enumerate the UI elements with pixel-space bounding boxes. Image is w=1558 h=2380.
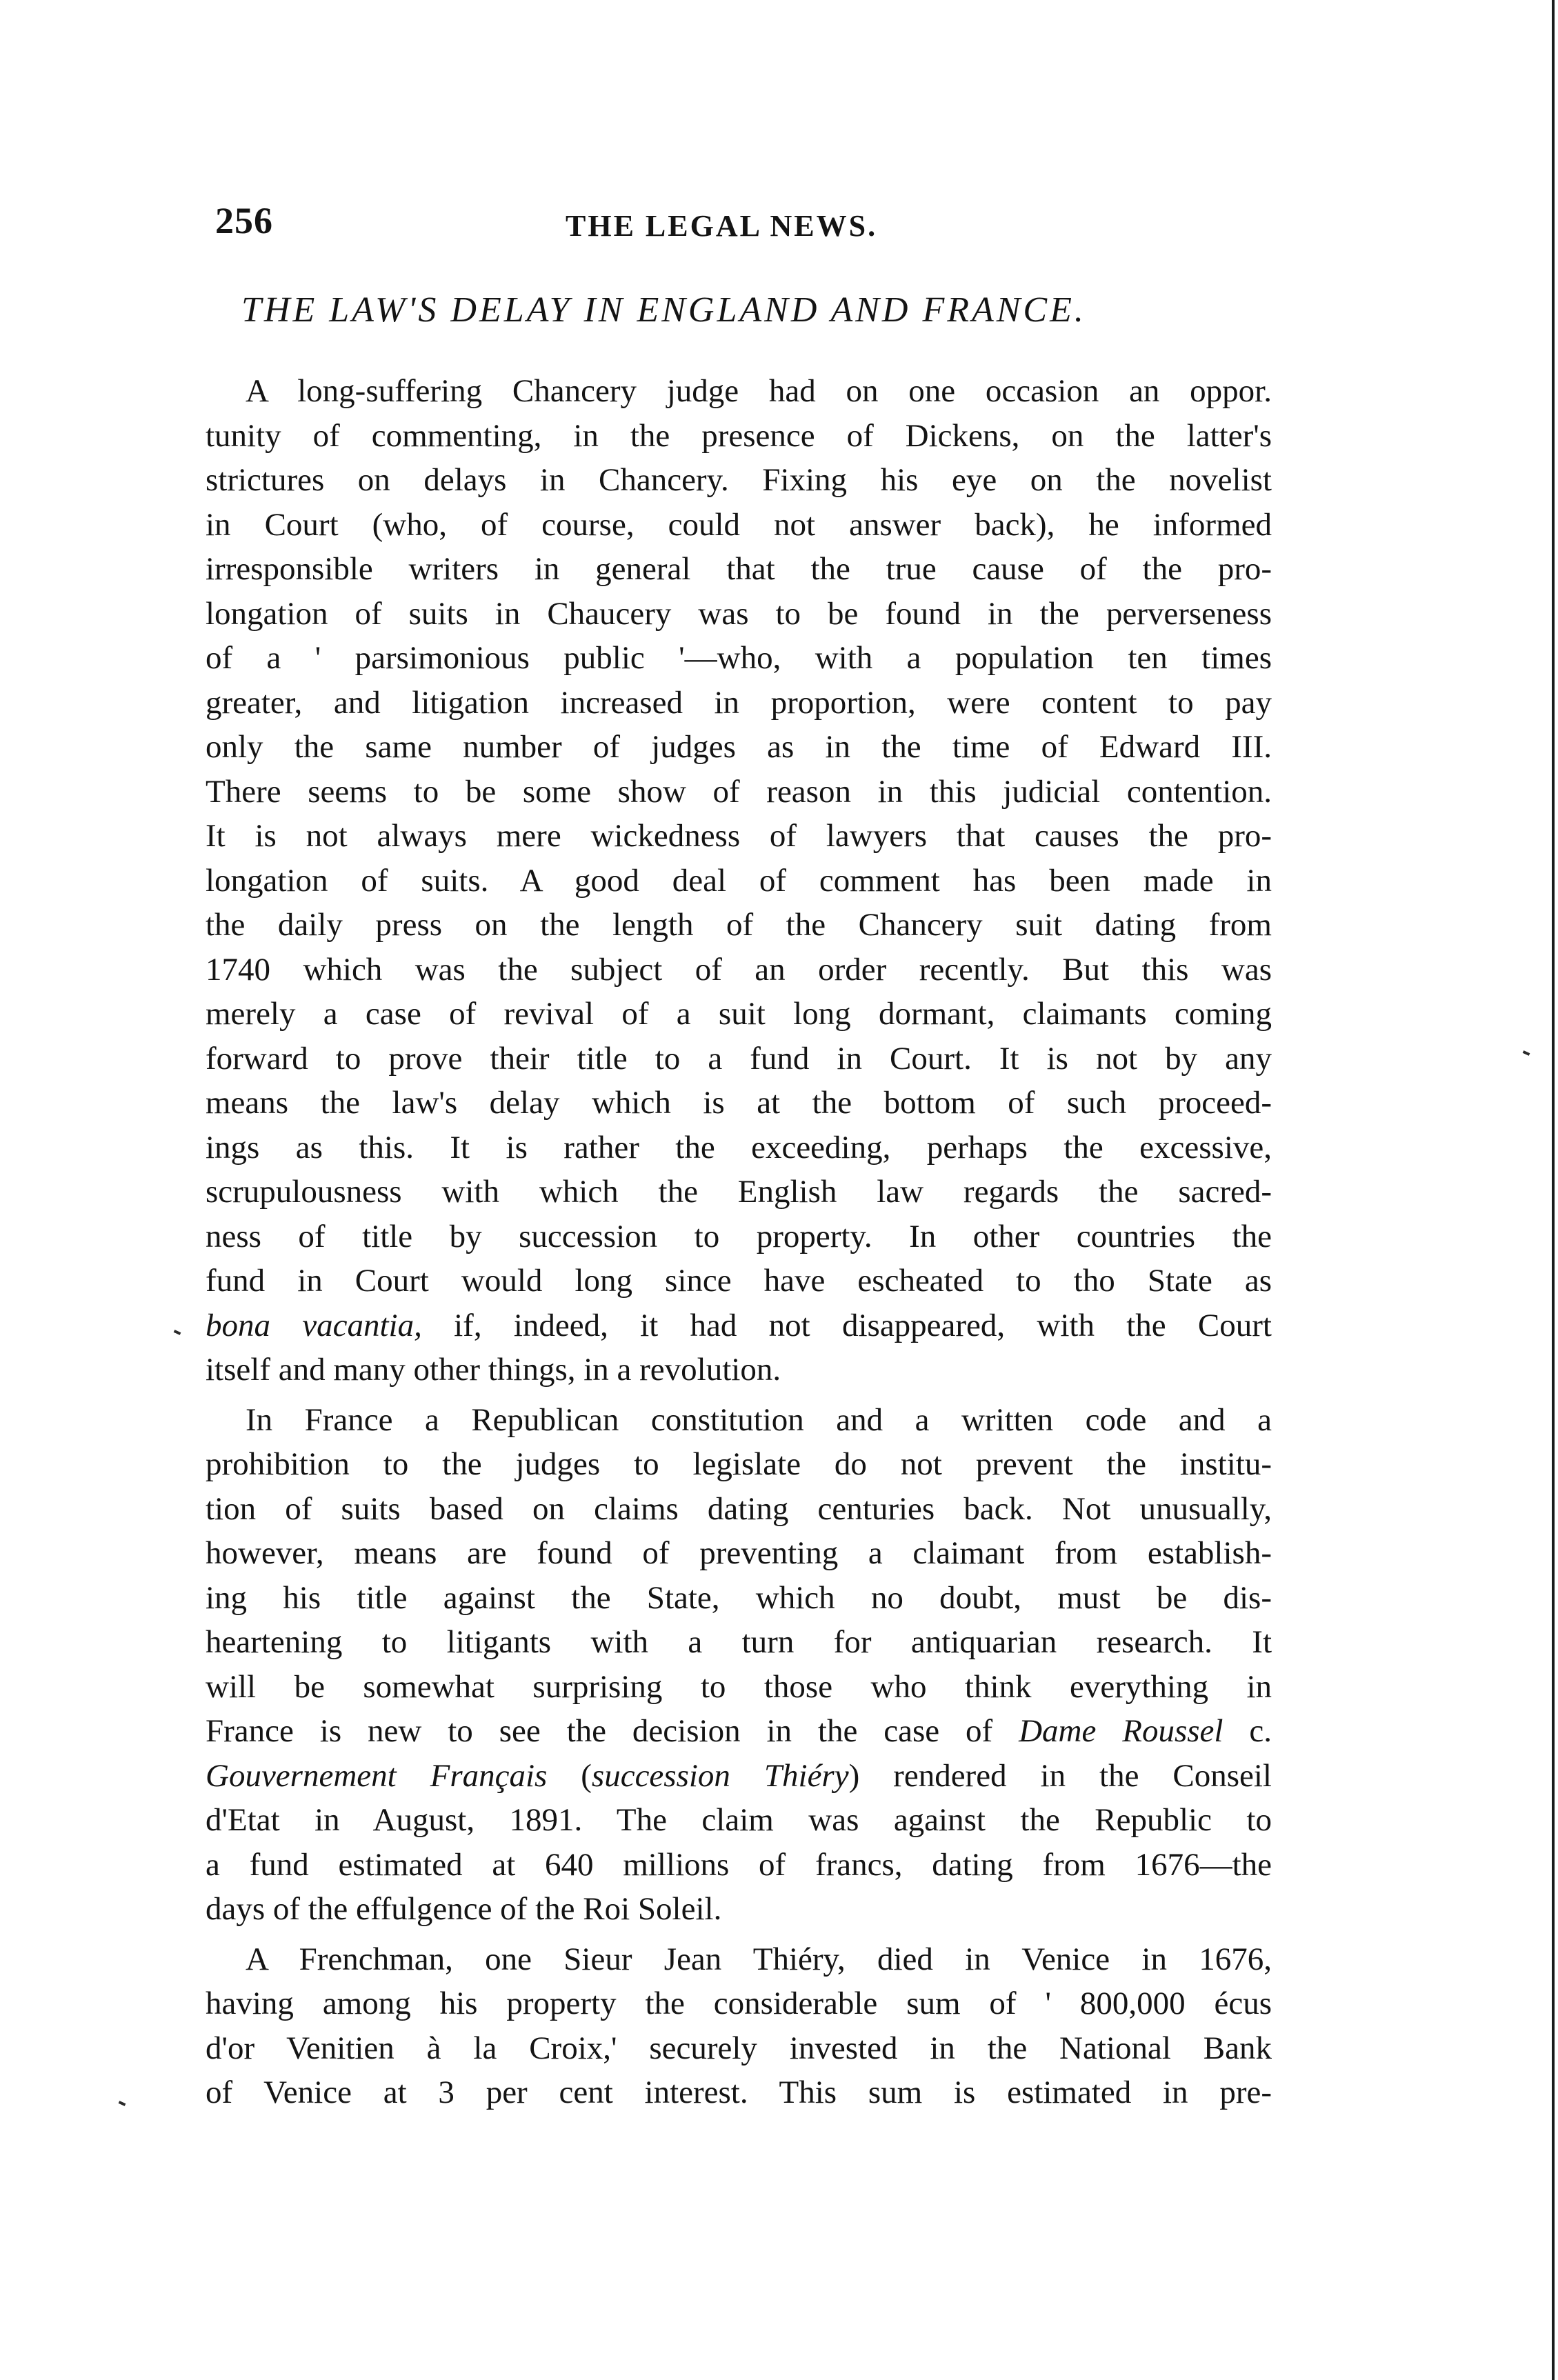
text-line: ness of title by succession to property. In other countries the [206,1218,1272,1254]
text-line: only the same number of judges as in the time of Edward III. [206,729,1272,765]
text-line: A Frenchman, one Sieur Jean Thiéry, died in Venice in 1676, [246,1941,1272,1977]
page-edge-line [1552,0,1555,2380]
text-line: fund in Court would long since have escheated to tho State as [206,1263,1272,1299]
text-line: in Court (who, of course, could not answer back), he informed [206,506,1272,543]
text-line: irresponsible writers in general that the true cause of the pro- [206,551,1272,587]
text-line: longation of suits. A good deal of comment has been made in [206,862,1272,899]
text-line: ings as this. It is rather the exceeding, perhaps the excessive, [206,1129,1272,1166]
article-body [206,369,1272,2121]
text-line: of Venice at 3 per cent interest. This sum is estimated in pre- [206,2074,1272,2110]
text-line: forward to prove their title to a fund in Court. It is not by any [206,1040,1272,1077]
text-line: having among his property the considerable sum of ' 800,000 écus [206,1986,1272,2021]
paragraph-3 [206,1937,1272,2115]
text-line: scrupulousness with which the English law regards the sacred- [206,1174,1272,1210]
text-fragment: if, indeed, it had not disappeared, with the Court [421,1307,1272,1343]
text-line: tunity of commenting, in the presence of Dickens, on the latter's [206,417,1272,454]
case-succession: succession Thiéry [591,1757,849,1794]
text-line: however, means are found of preventing a claimant from establish- [206,1535,1272,1571]
text-fragment: France is new to see the decision in the case of [206,1713,1019,1749]
text-line: tion of suits based on claims dating centuries back. Not unusually, [206,1490,1272,1527]
text-fragment: ( [547,1757,592,1794]
text-line: merely a case of revival of a suit long dormant, claimants coming [206,996,1272,1032]
text-line: longation of suits in Chaucery was to be found in the perverseness [206,595,1272,632]
text-line [206,1709,1272,1754]
text-line: greater, and litigation increased in proportion, were content to pay [206,684,1272,721]
margin-mark [1523,1050,1530,1056]
text-line [206,1754,1272,1799]
text-line: In France a Republican constitution and a written code and a [246,1401,1272,1438]
margin-mark [119,2101,126,2106]
text-line: 1740 which was the subject of an order recently. But this was [206,951,1272,988]
text-line: heartening to litigants with a turn for antiquarian research. It [206,1624,1272,1660]
latin-phrase: bona vacantia, [206,1307,422,1343]
text-line: a fund estimated at 640 millions of francs, dating from 1676—the [206,1846,1272,1883]
text-fragment: c. [1223,1713,1272,1749]
paragraph-1 [206,369,1272,1392]
text-line: It is not always mere wickedness of lawyers that causes the pro- [206,818,1272,854]
text-fragment: ) rendered in the Conseil [848,1757,1272,1794]
paragraph-2 [206,1398,1272,1932]
running-head: THE LEGAL NEWS. [566,209,878,243]
text-line: ing his title against the State, which no doubt, must be dis- [206,1579,1272,1616]
text-line: the daily press on the length of the Chancery suit dating from [206,907,1272,943]
text-line [206,1303,1272,1348]
margin-mark [174,1330,181,1335]
text-line: will be somewhat surprising to those who think everything in [206,1668,1272,1705]
text-line: days of the effulgence of the Roi Soleil. [206,1891,722,1927]
text-line: strictures on delays in Chancery. Fixing his eye on the novelist [206,462,1272,498]
article-title: THE LAW'S DELAY IN ENGLAND AND FRANCE. [241,290,1086,330]
text-line: There seems to be some show of reason in this judicial contention. [206,773,1272,810]
case-party: Gouvernement Français [206,1757,548,1794]
page-number: 256 [215,200,273,241]
case-party: Dame Roussel [1019,1713,1224,1749]
text-line: of a ' parsimonious public '—who, with a population ten times [206,640,1272,676]
text-line: A long-suffering Chancery judge had on one occasion an oppor. [246,373,1272,409]
text-line: means the law's delay which is at the bottom of such proceed- [206,1085,1272,1121]
text-line: d'or Venitien à la Croix,' securely invested in the National Bank [206,2030,1272,2066]
text-line: d'Etat in August, 1891. The claim was against the Republic to [206,1802,1272,1838]
text-line: prohibition to the judges to legislate do not prevent the institu- [206,1446,1272,1482]
text-line: itself and many other things, in a revolution. [206,1352,781,1388]
